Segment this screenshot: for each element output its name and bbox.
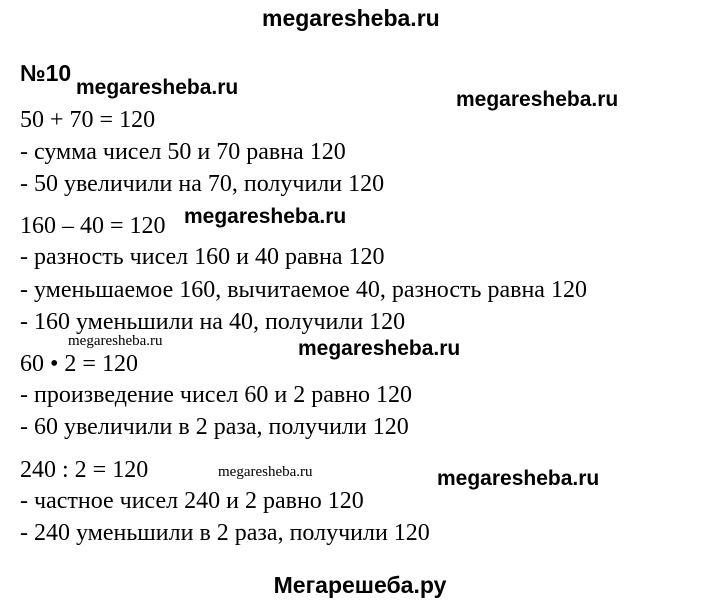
watermark: megaresheba.ru [184, 205, 347, 228]
watermark: megaresheba.ru [437, 467, 600, 490]
solution-line: - 50 увеличили на 70, получили 120 [20, 171, 385, 197]
equation-line: 50 + 70 = 120 [20, 107, 156, 133]
solution-line: - 240 уменьшили в 2 раза, получили 120 [20, 520, 430, 546]
footer-brand: Мегарешеба.ру [273, 572, 447, 598]
equation-line: 160 – 40 = 120 [20, 213, 166, 239]
solution-line: - 60 увеличили в 2 раза, получили 120 [20, 414, 409, 440]
watermark: megaresheba.ru [76, 76, 239, 99]
watermark: megaresheba.ru [68, 333, 163, 349]
solution-line: - уменьшаемое 160, вычитаемое 40, разность равна 120 [20, 277, 587, 303]
solution-line: - сумма чисел 50 и 70 равна 120 [20, 139, 346, 165]
equation-line: 60 • 2 = 120 [20, 351, 138, 377]
solution-line: - частное чисел 240 и 2 равно 120 [20, 488, 364, 514]
header-site-title: megaresheba.ru [262, 5, 440, 31]
watermark: megaresheba.ru [298, 337, 461, 360]
solution-line: - разность чисел 160 и 40 равна 120 [20, 244, 385, 270]
solution-line: - произведение чисел 60 и 2 равно 120 [20, 382, 413, 408]
equation-line: 240 : 2 = 120 [20, 457, 149, 483]
watermark: megaresheba.ru [218, 464, 313, 480]
watermark: megaresheba.ru [456, 88, 619, 111]
task-number: №10 [20, 60, 72, 86]
solution-line: - 160 уменьшили на 40, получили 120 [20, 309, 406, 335]
